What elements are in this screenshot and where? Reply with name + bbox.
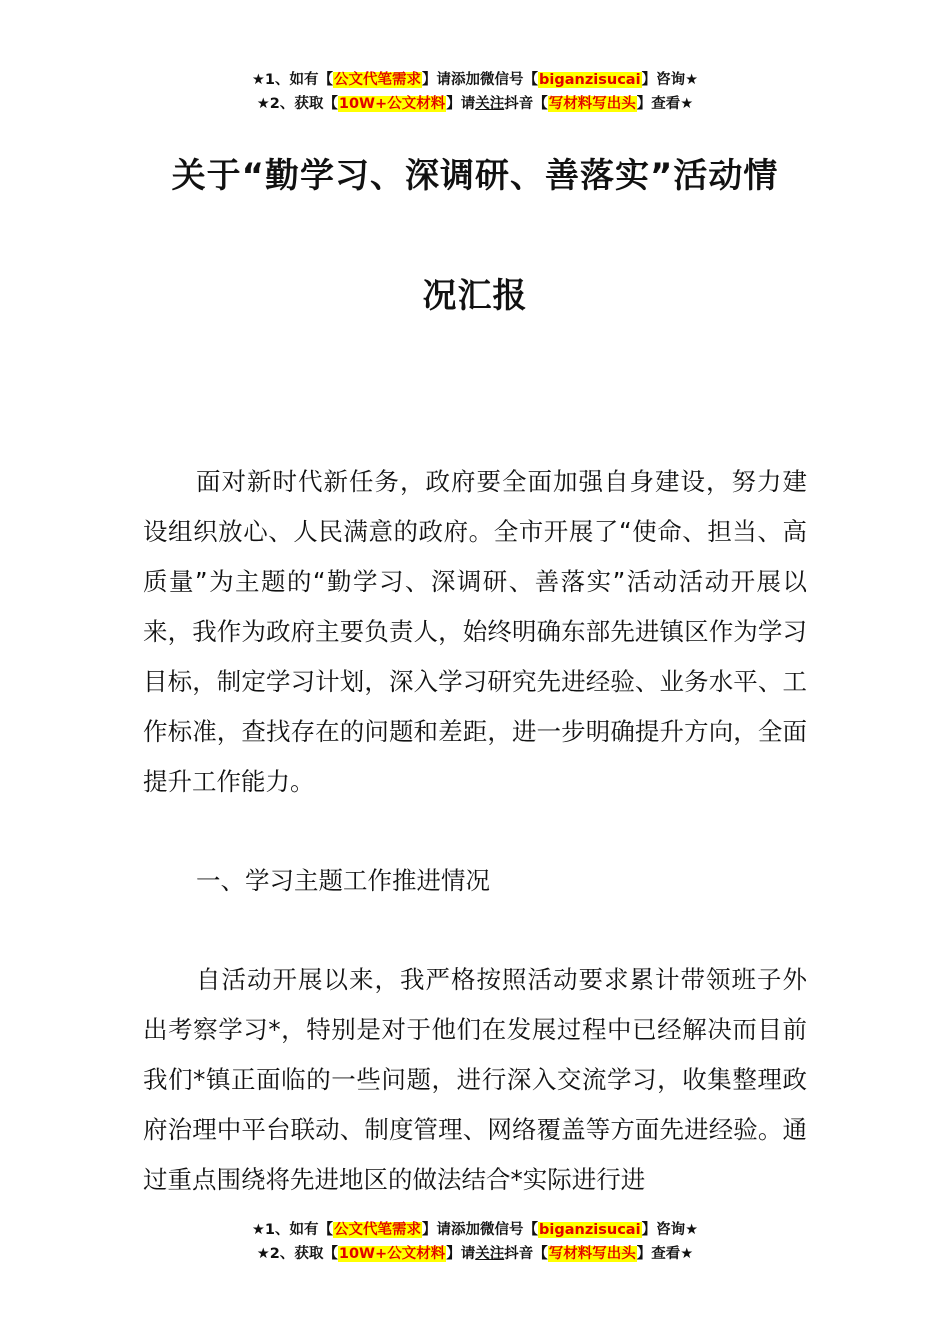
banner-line-2 xyxy=(0,1242,950,1266)
banner-text: ★2、获取【 xyxy=(256,1246,338,1262)
banner-highlight: biganzisucai xyxy=(539,72,641,88)
banner-line-1 xyxy=(0,1218,950,1242)
banner-emphasis: 添加 xyxy=(451,1222,481,1238)
banner-line-2 xyxy=(0,92,950,116)
banner-highlight: 10W+公文材料 xyxy=(338,96,446,112)
banner-text: 】查看★ xyxy=(636,1246,694,1262)
banner-highlight: 公文代笔需求 xyxy=(334,72,422,88)
body-paragraph-2: 自活动开展以来，我严格按照活动要求累计带领班子外出考察学习*，特别是对于他们在发展过程中已经解决而目前我们*镇正面临的一些问题，进行深入交流学习，收集整理政府治理中平台联动、制度管理、网络覆盖等方面先进经验。通过重点围绕将先进地区的做法结合*实际进行进 xyxy=(143,965,807,1194)
document-title-line-2: 况汇报 xyxy=(422,276,528,316)
banner-emphasis: 关注 xyxy=(475,1246,505,1262)
banner-text: 】请 xyxy=(446,96,476,112)
banner-text: 抖音【 xyxy=(504,1246,548,1262)
banner-text: 】查看★ xyxy=(636,96,694,112)
banner-text: 】咨询★ xyxy=(641,1222,699,1238)
banner-text: 抖音【 xyxy=(504,96,548,112)
banner-text: 微信号【 xyxy=(480,72,539,88)
banner-text: ★1、如有【 xyxy=(251,1222,334,1238)
banner-highlight: 写材料写出头 xyxy=(548,1246,636,1262)
header-banner xyxy=(0,68,950,116)
footer-banner xyxy=(0,1218,950,1266)
banner-emphasis: 关注 xyxy=(475,96,505,112)
banner-text: ★1、如有【 xyxy=(251,72,334,88)
section-heading-1: 一、学习主题工作推进情况 xyxy=(196,866,490,895)
banner-highlight: 写材料写出头 xyxy=(548,96,636,112)
document-title-line-1: 关于“勤学习、深调研、善落实”活动情 xyxy=(171,156,779,196)
banner-highlight: biganzisucai xyxy=(539,1222,641,1238)
banner-text: 】请 xyxy=(422,72,452,88)
body-paragraph-1: 面对新时代新任务，政府要全面加强自身建设，努力建设组织放心、人民满意的政府。全市开展了“使命、担当、高质量”为主题的“勤学习、深调研、善落实”活动活动开展以来，我作为政府主要负责人，始终明确东部先进镇区作为学习目标，制定学习计划，深入学习研究先进经验、业务水平、工作标准，查找存在的问题和差距，进一步明确提升方向，全面提升工作能力。 xyxy=(143,467,807,796)
banner-highlight: 公文代笔需求 xyxy=(334,1222,422,1238)
banner-line-1 xyxy=(0,68,950,92)
banner-text: 微信号【 xyxy=(480,1222,539,1238)
banner-emphasis: 添加 xyxy=(451,72,481,88)
banner-text: ★2、获取【 xyxy=(256,96,338,112)
banner-text: 】请 xyxy=(446,1246,476,1262)
banner-text: 】咨询★ xyxy=(641,72,699,88)
banner-text: 】请 xyxy=(422,1222,452,1238)
banner-highlight: 10W+公文材料 xyxy=(338,1246,446,1262)
